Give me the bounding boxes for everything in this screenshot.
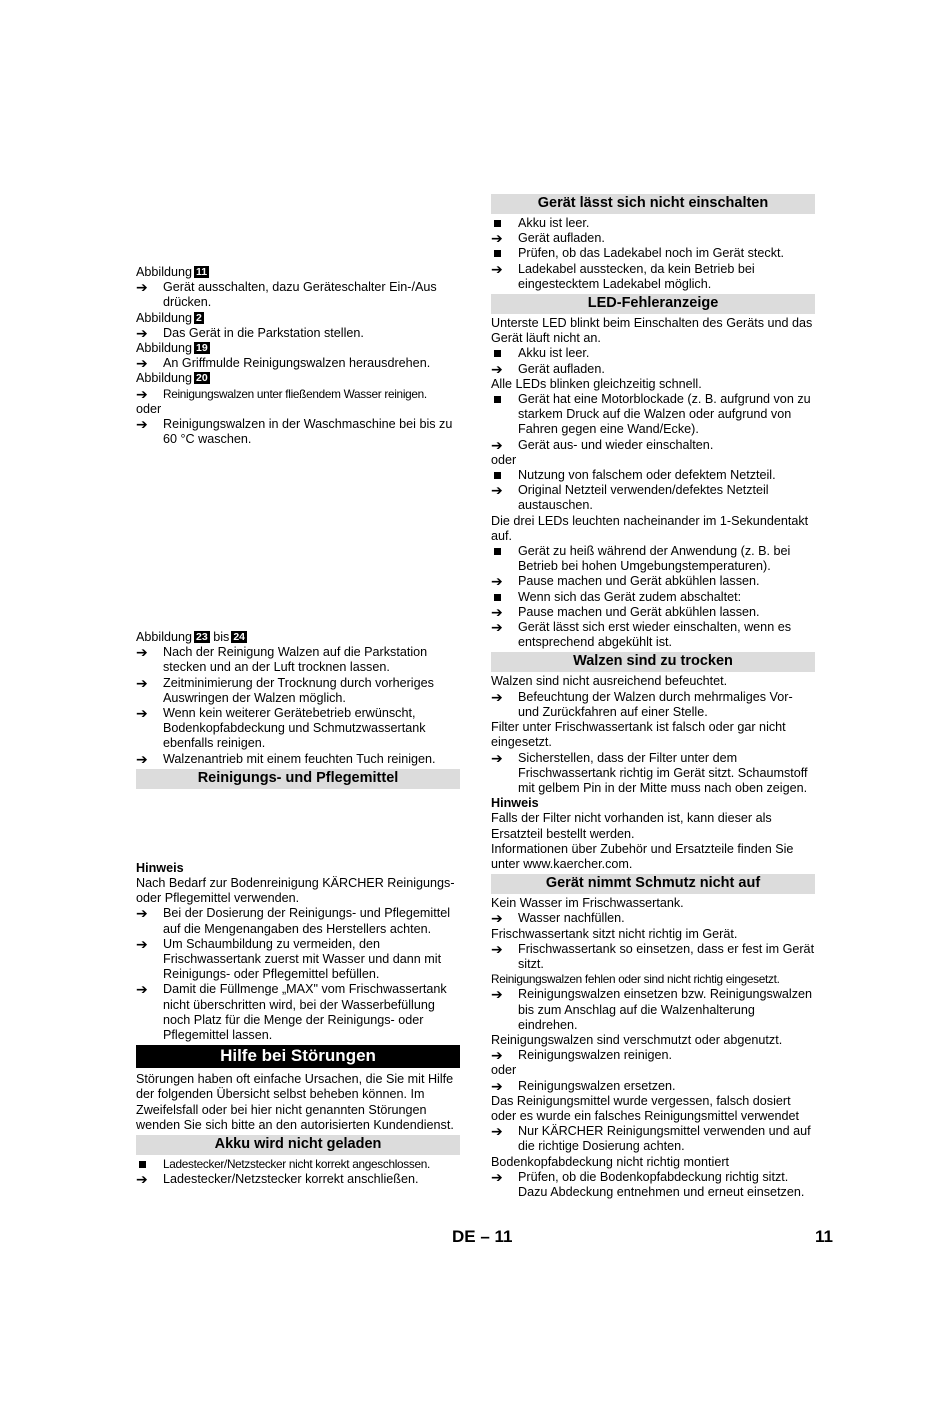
instruction-step: ➔ Reinigungswalzen einsetzen bzw. Reinigungswalzen bis zum Anschlag auf die Walzenhalterung eindrehen. [491,986,813,1032]
square-bullet-icon [491,246,518,261]
square-bullet-icon [491,544,518,559]
arrow-icon: ➔ [491,749,503,766]
arrow-icon: ➔ [136,644,148,661]
instruction-step: ➔ Prüfen, ob die Bodenkopfabdeckung richtig sitzt. Dazu Abdeckung entnehmen und erneut einsetzen. [491,1168,805,1199]
instruction-step: ➔ Nur KÄRCHER Reinigungsmittel verwenden und auf die richtige Dosierung achten. [491,1123,811,1154]
or-text: oder [136,401,162,416]
square-bullet-icon [491,590,518,605]
instruction-step: ➔ Reinigungswalzen unter fließendem Wasser reinigen. [136,385,427,402]
instruction-step: ➔ Bei der Dosierung der Reinigungs- und Pflegemittel auf die Mengenangaben des Herstellers achten. [136,905,451,936]
arrow-icon: ➔ [136,674,148,691]
instruction-step: ➔ Walzenantrieb mit einem feuchten Tuch reinigen. [136,750,436,767]
instruction-step: ➔ Ladestecker/Netzstecker korrekt anschließen. [136,1171,419,1188]
figure-number-badge: 19 [196,342,208,355]
arrow-icon: ➔ [491,1047,503,1064]
instruction-step: ➔ Gerät aufladen. [491,230,605,247]
instruction-step: ➔ Zeitminimierung der Trocknung durch vorheriges Auswringen der Walzen möglich. [136,674,434,705]
problem-item: Prüfen, ob das Ladekabel noch im Gerät steckt. [491,246,815,261]
instruction-step: ➔ Reinigungswalzen reinigen. [491,1047,673,1064]
section-heading-rollers-dry: Walzen sind zu trocken [491,652,815,672]
instruction-step: ➔ Befeuchtung der Walzen durch mehrmaliges Vor- und Zurückfahren auf einer Stelle. [491,688,793,719]
paragraph-text: Frischwassertank sitzt nicht richtig im Gerät. [491,926,738,941]
arrow-icon: ➔ [491,230,503,247]
paragraph-text: Informationen über Zubehör und Ersatzteile finden Sie unter www.kaercher.com. [491,841,794,871]
section-heading-power-on: Gerät lässt sich nicht einschalten [491,194,815,214]
instruction-step: ➔ An Griffmulde Reinigungswalzen herausdrehen. [136,355,431,372]
arrow-icon: ➔ [136,750,148,767]
square-bullet-icon [491,468,518,483]
instruction-step: ➔ Reinigungswalzen ersetzen. [491,1077,676,1094]
section-heading-battery: Akku wird nicht geladen [136,1135,460,1155]
problem-item: Gerät zu heiß während der Anwendung (z. B. bei Betrieb bei hohen Umgebungstemperaturen). [491,544,815,574]
square-bullet-icon [491,216,518,231]
problem-item: Akku ist leer. [491,346,815,361]
arrow-icon: ➔ [491,910,503,927]
paragraph-text: Unterste LED blinkt beim Einschalten des Geräts und das Gerät läuft nicht an. [491,316,813,346]
instruction-step: ➔ Ladekabel ausstecken, da kein Betrieb bei eingestecktem Ladekabel möglich. [491,260,755,291]
paragraph-text: Falls der Filter nicht vorhanden ist, kann dieser als Ersatzteil bestellt werden. [491,811,772,841]
arrow-icon: ➔ [136,355,148,372]
problem-item: Nutzung von falschem oder defektem Netzteil. [491,468,815,483]
arrow-icon: ➔ [491,436,503,453]
instruction-step: ➔ Sicherstellen, dass der Filter unter dem Frischwassertank richtig im Gerät sitzt. Schaumstoff mit gelbem Pin in der Mitte muss nach oben zeigen. [491,749,808,795]
figure-number-badge: 23 [196,631,208,643]
arrow-icon: ➔ [491,986,503,1003]
arrow-icon: ➔ [491,482,503,499]
problem-item: Wenn sich das Gerät zudem abschaltet: [491,590,815,605]
paragraph-text: Reinigungswalzen sind verschmutzt oder abgenutzt. [491,1032,783,1047]
paragraph-text: oder [491,452,517,467]
instruction-step: ➔ Nach der Reinigung Walzen auf die Parkstation stecken und an der Luft trocknen lassen. [136,644,428,675]
instruction-step: ➔ Pause machen und Gerät abkühlen lassen. [491,573,760,590]
instruction-step: ➔ Wasser nachfüllen. [491,910,625,927]
arrow-icon: ➔ [136,705,148,722]
section-heading-care: Reinigungs- und Pflegemittel [136,769,460,789]
page-number: 11 [815,1227,833,1246]
paragraph-text: Das Reinigungsmittel wurde vergessen, falsch dosiert oder es wurde ein falsches Reinigungsmittel verwendet [491,1093,800,1123]
right-column [491,192,815,1200]
arrow-icon: ➔ [136,324,148,341]
note-label: Hinweis [136,860,184,875]
arrow-icon: ➔ [491,688,503,705]
instruction-step: ➔ Um Schaumbildung zu vermeiden, den Frischwassertank zuerst mit Wasser und dann mit Reinigungs- oder Pflegemittel befüllen. [136,935,442,982]
arrow-icon: ➔ [491,260,503,277]
arrow-icon: ➔ [491,940,503,957]
paragraph-text: Die drei LEDs leuchten nacheinander im 1-Sekundentakt auf. [491,513,809,543]
paragraph-text: Kein Wasser im Frischwassertank. [491,896,684,911]
arrow-icon: ➔ [136,935,148,952]
section-heading-troubleshooting: Hilfe bei Störungen [136,1045,460,1068]
problem-item: Gerät hat eine Motorblockade (z. B. aufgrund von zu starkem Druck auf die Walzen oder aufgrund von Fahren gegen eine Wand/Ecke). [491,392,815,438]
arrow-icon: ➔ [136,905,148,922]
instruction-step: ➔ Gerät lässt sich erst wieder einschalten, wenn es entsprechend abgekühlt ist. [491,619,791,650]
problem-item: Ladestecker/Netzstecker nicht korrekt angeschlossen. [136,1157,460,1172]
section-heading-no-dirt-pickup: Gerät nimmt Schmutz nicht auf [491,874,815,894]
section-heading-led-error: LED-Fehleranzeige [491,294,815,314]
figure-ref-line: Abbildung 20 [136,371,208,386]
arrow-icon: ➔ [136,416,148,433]
paragraph-text: Bodenkopfabdeckung nicht richtig montiert [491,1154,730,1169]
troubleshooting-intro: Störungen haben oft einfache Ursachen, die Sie mit Hilfe der folgenden Übersicht selbst beheben können. Im Zweifelsfall oder bei hier nicht genannten Störungen wenden Sie sich bitte an den autorisierten Kundendienst. [136,1072,454,1132]
square-bullet-icon [136,1157,163,1172]
arrow-icon: ➔ [491,1077,503,1094]
instruction-step: ➔ Wenn kein weiterer Gerätebetrieb erwünscht, Bodenkopfabdeckung und Schmutzwassertank ebenfalls reinigen. [136,705,426,751]
page-footer-label: DE – 11 [452,1227,513,1246]
figure-number-badge: 2 [196,311,202,324]
square-bullet-icon [491,346,518,361]
arrow-icon: ➔ [491,1168,503,1185]
figure-ref-line: Abbildung 2 [136,310,202,325]
square-bullet-icon [491,392,518,407]
paragraph-text: Alle LEDs blinken gleichzeitig schnell. [491,376,702,391]
figure-number-badge: 24 [233,631,246,643]
left-top-block [136,265,460,447]
instruction-step: ➔ Pause machen und Gerät abkühlen lassen. [491,603,760,620]
paragraph-text: Walzen sind nicht ausreichend befeuchtet. [491,674,728,689]
figure-ref-line: Abbildung 19 [136,341,208,356]
problem-item: Akku ist leer. [491,216,815,231]
instruction-step: ➔ Das Gerät in die Parkstation stellen. [136,324,364,341]
arrow-icon: ➔ [491,360,503,377]
instruction-step: ➔ Original Netzteil verwenden/defektes Netzteil austauschen. [491,482,769,513]
arrow-icon: ➔ [491,1123,503,1140]
arrow-icon: ➔ [136,385,148,402]
arrow-icon: ➔ [136,1171,148,1188]
figure-ref-line: Abbildung 11 [136,265,208,279]
figure-number-badge: 20 [196,372,208,385]
instruction-step: ➔ Damit die Füllmenge „MAX" vom Frischwassertank nicht überschritten wird, bei der Wasserbefüllung noch Platz für die Menge der Reinigungs- oder Pflegemittel lassen. [136,981,447,1043]
figure-number-badge: 11 [196,266,208,278]
arrow-icon: ➔ [491,619,503,636]
instruction-step: ➔ Frischwassertank so einsetzen, dass er fest im Gerät sitzt. [491,940,815,971]
figure-ref-line: Abbildung 23 bis 24 [136,630,246,644]
note-label: Hinweis [491,796,539,811]
instruction-step: ➔ Gerät aus- und wieder einschalten. [491,436,714,453]
paragraph-text: oder [491,1063,517,1078]
instruction-step: ➔ Gerät aufladen. [491,360,605,377]
arrow-icon: ➔ [136,981,148,998]
arrow-icon: ➔ [491,573,503,590]
paragraph-text: Reinigungswalzen fehlen oder sind nicht richtig eingesetzt. [491,972,780,987]
arrow-icon: ➔ [491,603,503,620]
arrow-icon: ➔ [136,279,148,296]
paragraph-text: Filter unter Frischwassertank ist falsch oder gar nicht eingesetzt. [491,720,786,750]
note-text: Nach Bedarf zur Bodenreinigung KÄRCHER Reinigungs- oder Pflegemittel verwenden. [136,876,455,906]
instruction-step: ➔ Reinigungswalzen in der Waschmaschine bei bis zu 60 °C waschen. [136,416,453,447]
instruction-step: ➔ Gerät ausschalten, dazu Geräteschalter Ein-/Aus drücken. [136,279,437,310]
left-bottom-block [136,630,460,1187]
